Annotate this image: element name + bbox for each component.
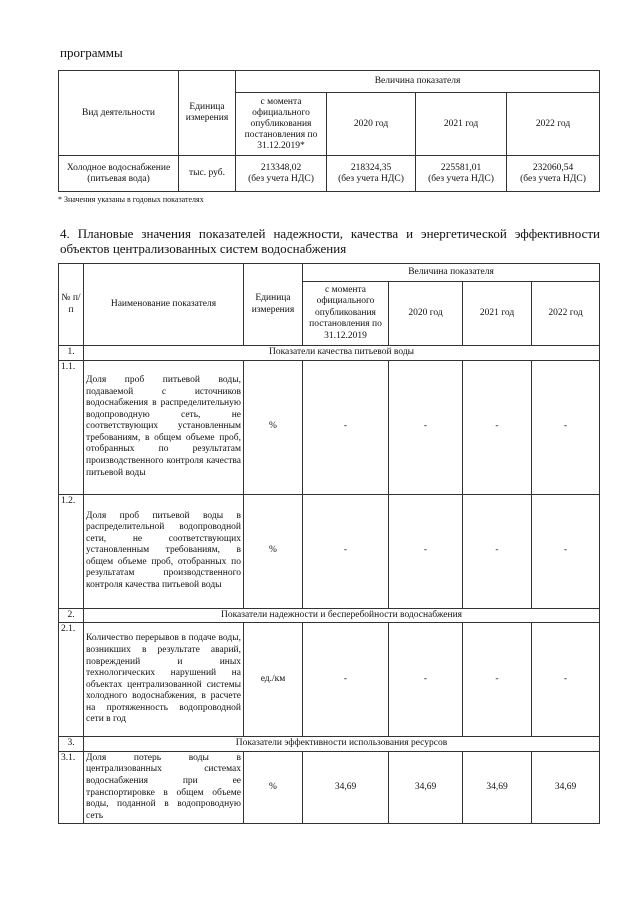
unit-cell: тыс. руб. [179,156,236,192]
col-header-period: 2022 год [532,282,600,346]
col-header-period: 2020 год [327,93,416,156]
value-cell: 232060,54 (без учета НДС) [507,156,600,192]
col-header-period: с момента официального опубликования постановления по 31.12.2019* [236,93,327,156]
value-cell: 34,69 [303,751,389,824]
col-header-period: 2020 год [389,282,463,346]
col-header-period: с момента официального опубликования постановления по 31.12.2019 [303,282,389,346]
section-row [59,346,600,361]
row-num: 1.1. [59,360,84,494]
row-num: 1.2. [59,494,84,608]
value-cell: - [389,623,463,737]
section-row [59,608,600,623]
col-header-unit: Единица измерения [244,264,303,346]
unit-cell: ед./км [244,623,303,737]
value-cell: 34,69 [532,751,600,824]
value-cell: - [389,494,463,608]
section-title-cell: Показатели эффективности использования ресурсов [84,737,600,752]
value-cell: - [532,360,600,494]
col-header-period: 2022 год [507,93,600,156]
footnote: * Значения указаны в годовых показателях [58,195,204,204]
table-row [59,751,600,824]
section-title-cell: Показатели надежности и бесперебойности водоснабжения [84,608,600,623]
table-row [59,494,600,608]
indicator-name: Доля проб питьевой воды в распределительной водопроводной сети, не соответствующих установленным требованиям, в общем объеме проб, отобранных по результатам производственного контроля качества питьевой воды [84,494,244,608]
col-header-activity: Вид деятельности [59,71,179,156]
value-cell: - [463,494,532,608]
indicator-name: Доля потерь воды в централизованных системах водоснабжения при ее транспортировке в общем объеме воды, поданной в водопроводную сеть [84,751,244,824]
section-num: 2. [59,608,84,623]
tariff-table [58,70,600,192]
value-cell: - [303,623,389,737]
col-header-period: 2021 год [416,93,507,156]
indicator-name: Количество перерывов в подаче воды, возникших в результате аварий, повреждений и иных технологических нарушений на объектах централизованной системы холодного водоснабжения, в расчете на протяженность водопроводной сети в год [84,623,244,737]
page-heading: программы [60,45,123,60]
section-num: 3. [59,737,84,752]
unit-cell: % [244,494,303,608]
col-header-unit: Единица измерения [179,71,236,156]
table-row [59,360,600,494]
section-row [59,737,600,752]
value-cell: - [303,360,389,494]
col-header-name: Наименование показателя [84,264,244,346]
col-header-value-group: Величина показателя [303,264,600,282]
section-title: 4. Плановые значения показателей надежности, качества и энергетической эффективности объектов централизованных систем водоснабжения [60,226,600,256]
value-cell: - [303,494,389,608]
value-cell: - [532,494,600,608]
section-title-cell: Показатели качества питьевой воды [84,346,600,361]
table-row [59,623,600,737]
value-cell: 218324,35 (без учета НДС) [327,156,416,192]
table-row [59,156,600,192]
value-cell: 213348,02 (без учета НДС) [236,156,327,192]
unit-cell: % [244,751,303,824]
value-cell: - [532,623,600,737]
value-cell: 34,69 [463,751,532,824]
activity-cell: Холодное водоснабжение (питьевая вода) [59,156,179,192]
value-cell: - [463,360,532,494]
col-header-period: 2021 год [463,282,532,346]
section-num: 1. [59,346,84,361]
value-cell: 34,69 [389,751,463,824]
value-cell: - [389,360,463,494]
row-num: 2.1. [59,623,84,737]
row-num: 3.1. [59,751,84,824]
indicator-name: Доля проб питьевой воды, подаваемой с источников водоснабжения в распределительную водопроводную сеть, не соответствующих установленным требованиям, в общем объеме проб, отобранных по результатам производственного контроля качества питьевой воды [84,360,244,494]
indicators-table [58,263,600,824]
col-header-value-group: Величина показателя [236,71,600,93]
value-cell: 225581,01 (без учета НДС) [416,156,507,192]
value-cell: - [463,623,532,737]
unit-cell: % [244,360,303,494]
col-header-num: № п/п [59,264,84,346]
